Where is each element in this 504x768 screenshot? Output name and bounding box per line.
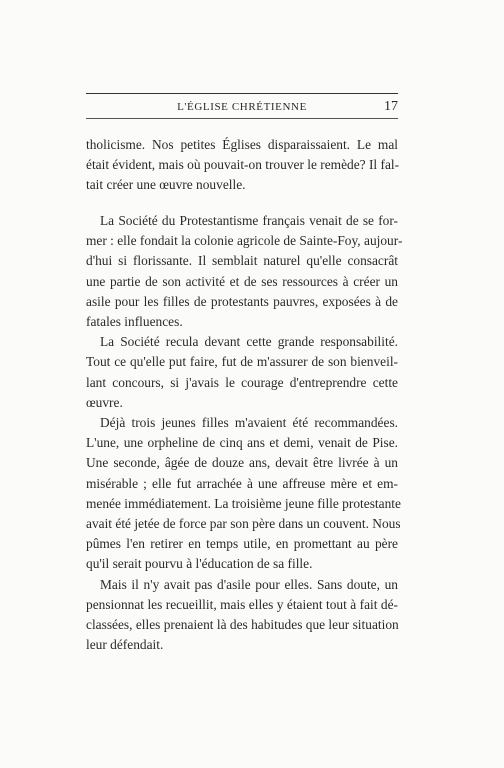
text-line: pûmes l'en retirer en temps utile, en promettant au père <box>86 536 398 552</box>
text-line: pensionnat les recueillit, mais elles y étaient tout à fait dé- <box>86 596 398 612</box>
text-line: L'une, une orpheline de cinq ans et demi, venait de Pise. <box>86 435 398 451</box>
text-line: Déjà trois jeunes filles m'avaient été recommandées. <box>100 415 398 431</box>
paragraph-continuation <box>86 135 398 196</box>
text-line: œuvre. <box>86 394 123 410</box>
page-number: 17 <box>384 99 398 114</box>
text-line: qu'il serait pourvu à l'éducation de sa fille. <box>86 556 313 572</box>
text-line: tholicisme. Nos petites Églises disparaissaient. Le mal <box>86 137 398 152</box>
text-line: lant concours, si j'avais le courage d'entreprendre cette <box>86 374 398 390</box>
text-line: avait été jetée de force par son père dans un couvent. Nous <box>86 516 401 532</box>
text-line: d'hui si florissante. Il semblait naturel qu'elle consacrât <box>86 253 398 269</box>
text-line: Tout ce qu'elle put faire, fut de m'assurer de son bienveil- <box>86 354 398 370</box>
text-line: La Société recula devant cette grande responsabilité. <box>100 334 398 350</box>
text-line: fatales influences. <box>86 314 183 330</box>
text-line: menée immédiatement. La troisième jeune fille protestante <box>86 495 401 511</box>
text-line: leur défendait. <box>86 637 164 653</box>
header-rule-top <box>86 93 398 94</box>
text-line: une partie de son activité et de ses ressources à créer un <box>86 273 398 289</box>
header-rule-bottom <box>86 118 398 119</box>
text-line: misérable ; elle fut arrachée à une affreuse mère et em- <box>86 475 398 491</box>
text-line: classées, elles prenaient là des habitudes que leur situation <box>86 617 399 633</box>
running-title: L'ÉGLISE CHRÉTIENNE <box>177 101 307 113</box>
text-line: tait créer une œuvre nouvelle. <box>86 177 246 193</box>
text-line: était évident, mais où pouvait-on trouver le remède? Il fal- <box>86 157 400 173</box>
text-line: Une seconde, âgée de douze ans, devait être livrée à un <box>86 455 398 471</box>
text-line: mer : elle fondait la colonie agricole de Sainte-Foy, aujour- <box>86 233 403 249</box>
text-line: La Société du Protestantisme français venait de se for- <box>100 213 398 228</box>
text-line: asile pour les filles de protestants pauvres, exposées à de <box>86 293 398 309</box>
text-line: Mais il n'y avait pas d'asile pour elles. Sans doute, un <box>100 576 398 592</box>
body-text <box>86 211 403 655</box>
running-header <box>86 93 398 123</box>
